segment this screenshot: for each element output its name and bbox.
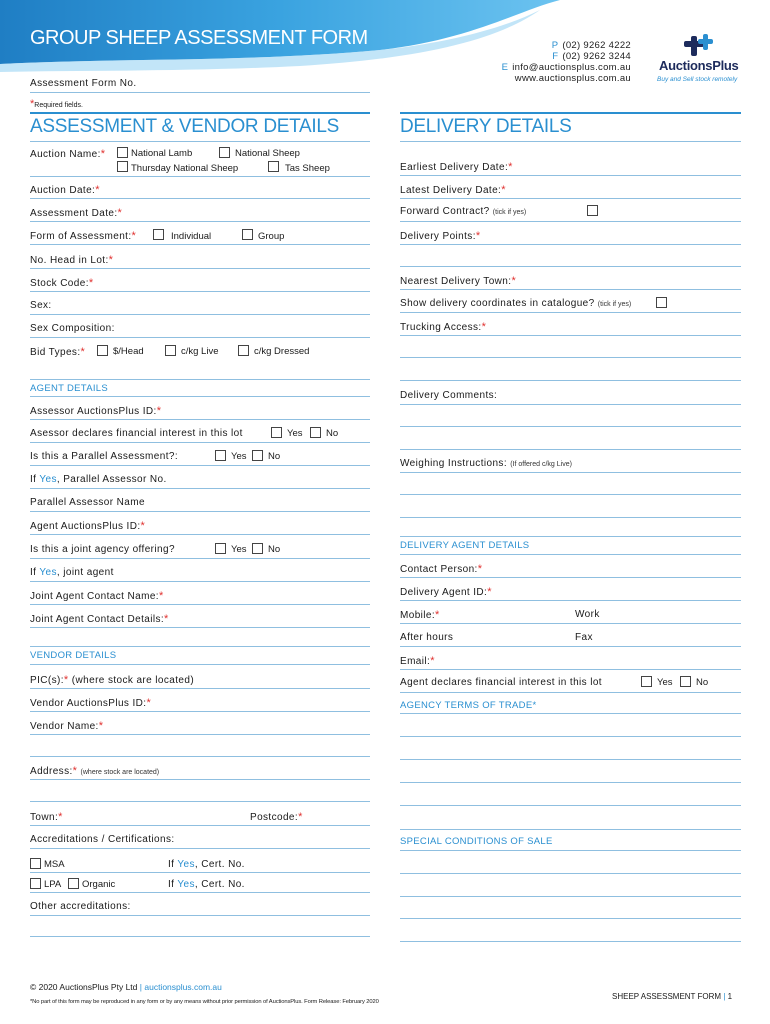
logo-name: AuctionsPlus: [659, 58, 739, 73]
national-sheep-label: National Sheep: [235, 148, 300, 159]
agent-heading-underline: [30, 396, 370, 397]
town-postcode-field[interactable]: [30, 825, 370, 826]
earliest-delivery-label: Earliest Delivery Date:*: [400, 161, 513, 173]
form-title: GROUP SHEEP ASSESSMENT FORM: [30, 27, 368, 49]
footer-form-name: [612, 992, 732, 1001]
organic-cert-label: [168, 879, 245, 890]
assessment-date-text: Assessment Date:: [30, 208, 118, 219]
trucking-access-text: Trucking Access:: [400, 322, 482, 333]
joint-rule: [30, 558, 370, 559]
agency-terms-field-3[interactable]: [400, 759, 741, 760]
required-note: [30, 98, 83, 110]
delivery-heading-underline: [400, 141, 741, 142]
yes-word-3: Yes: [177, 859, 195, 870]
yes-word-4: Yes: [177, 879, 195, 890]
joint-contact-name-label: Joint Agent Contact Name:*: [30, 590, 164, 602]
parallel-assessor-no-label: [30, 474, 167, 485]
delivery-heading-rule: [400, 112, 741, 114]
if-text-2: If: [30, 567, 37, 578]
vendor-id-label: Vendor AuctionsPlus ID:*: [30, 697, 152, 709]
trucking-access-field-2[interactable]: [400, 357, 741, 358]
joint-yes-checkbox[interactable]: [215, 543, 226, 554]
work-label: Work: [575, 609, 600, 620]
forward-contract-rule: [400, 221, 741, 222]
assessor-declares-no-checkbox[interactable]: [310, 427, 321, 438]
auction-date-text: Auction Date:: [30, 185, 96, 196]
vendor-name-field[interactable]: [30, 734, 370, 735]
postcode-label: Postcode:*: [250, 811, 303, 823]
per-head-label: $/Head: [113, 346, 144, 357]
address-note: (where stock are located): [80, 769, 160, 776]
auction-name-text: Auction Name:: [30, 149, 101, 160]
postcode-text: Postcode:: [250, 812, 299, 823]
msa-cert-label: [168, 859, 245, 870]
if-text-3: If: [168, 859, 175, 870]
contact-person-label: Contact Person:*: [400, 563, 483, 575]
agent-declares-no-checkbox[interactable]: [680, 676, 691, 687]
joint-no-checkbox[interactable]: [252, 543, 263, 554]
footer-form-name-text: SHEEP ASSESSMENT FORM: [612, 992, 722, 1001]
delivery-agent-heading: DELIVERY AGENT DETAILS: [400, 540, 530, 551]
assessor-id-field[interactable]: [30, 419, 370, 420]
agent-details-heading: AGENT DETAILS: [30, 383, 108, 394]
trucking-access-field-3[interactable]: [400, 380, 741, 381]
vendor-name-field-2[interactable]: [30, 756, 370, 757]
delivery-agent-heading-underline: [400, 554, 741, 555]
nearest-town-label: Nearest Delivery Town:*: [400, 275, 517, 287]
national-lamb-checkbox[interactable]: [117, 147, 128, 158]
delivery-agent-id-label: Delivery Agent ID:*: [400, 586, 492, 598]
assessor-id-label: Assessor AuctionsPlus ID:*: [30, 405, 162, 417]
special-conditions-field-2[interactable]: [400, 873, 741, 874]
special-conditions-field-1[interactable]: [400, 850, 741, 851]
bid-types-label: Bid Types:*: [30, 346, 86, 358]
auctionsplus-logo: [655, 32, 750, 87]
show-coords-note: (tick if yes): [597, 301, 632, 308]
agent-declares-rule: [400, 692, 741, 693]
parallel-assessor-no-field[interactable]: [30, 488, 370, 489]
show-coords-text: Show delivery coordinates in catalogue?: [400, 298, 595, 309]
other-accreditations-field[interactable]: [30, 915, 370, 916]
fax-label: Fax: [575, 632, 593, 643]
ckg-live-checkbox[interactable]: [165, 345, 176, 356]
pic-field[interactable]: [30, 688, 370, 689]
address-field[interactable]: [30, 779, 370, 780]
stock-code-label: Stock Code:*: [30, 277, 94, 289]
msa-label: MSA: [44, 859, 65, 870]
auction-name-label: Auction Name:*: [30, 148, 106, 160]
forward-contract-text: Forward Contract?: [400, 206, 490, 217]
individual-label: Individual: [171, 231, 212, 242]
joint-no-label: No: [268, 544, 281, 555]
mobile-work-field[interactable]: [400, 623, 741, 624]
accreditations-label: Accreditations / Certifications:: [30, 834, 175, 845]
joint-agent-field[interactable]: [30, 581, 370, 582]
footer-copyright: [30, 982, 222, 992]
assessor-declares-yes-label: Yes: [287, 428, 303, 439]
mobile-text: Mobile:: [400, 610, 436, 621]
joint-agent-label: [30, 567, 114, 578]
special-conditions-field-4[interactable]: [400, 918, 741, 919]
yes-word: Yes: [39, 474, 57, 485]
agent-id-text: Agent AuctionsPlus ID:: [30, 521, 141, 532]
vendor-name-text: Vendor Name:: [30, 721, 99, 732]
agency-terms-field-4[interactable]: [400, 782, 741, 783]
sex-composition-field[interactable]: [30, 337, 370, 338]
joint-contact-details-text: Joint Agent Contact Details:: [30, 614, 165, 625]
form-of-assessment-text: Form of Assessment:: [30, 231, 132, 242]
assessment-date-label: Assessment Date:*: [30, 207, 123, 219]
copyright-text: © 2020 AuctionsPlus Pty Ltd: [30, 982, 138, 992]
footer-disclaimer: *No part of this form may be reproduced in any form or by any means without prior permission of AuctionsPlus. Form Release: February 2020: [30, 999, 379, 1005]
town-label: Town:*: [30, 811, 63, 823]
organic-checkbox[interactable]: [68, 878, 79, 889]
special-conditions-field-5[interactable]: [400, 941, 741, 942]
agency-terms-field-1[interactable]: [400, 713, 741, 714]
joint-agent-suffix: , joint agent: [56, 567, 114, 578]
after-hours-fax-field[interactable]: [400, 646, 741, 647]
other-accreditations-field-2[interactable]: [30, 936, 370, 937]
delivery-agent-heading-rule: [400, 536, 741, 537]
earliest-delivery-field[interactable]: [400, 175, 741, 176]
national-lamb-label: National Lamb: [131, 148, 193, 159]
bid-types-text: Bid Types:: [30, 347, 81, 358]
trucking-access-field[interactable]: [400, 335, 741, 336]
ckg-dressed-checkbox[interactable]: [238, 345, 249, 356]
email-key: E: [501, 62, 509, 73]
email-label: Email:*: [400, 655, 435, 667]
agent-declares-yes-checkbox[interactable]: [641, 676, 652, 687]
other-accreditations-label: Other accreditations:: [30, 901, 131, 912]
page-number: 1: [727, 992, 733, 1001]
parallel-assessment-label: Is this a Parallel Assessment?:: [30, 451, 179, 462]
sex-label: Sex:: [30, 300, 52, 311]
parallel-no-label: No: [268, 451, 281, 462]
latest-delivery-text: Latest Delivery Date:: [400, 185, 502, 196]
agent-id-field[interactable]: [30, 534, 370, 535]
assessment-heading-underline: [30, 141, 370, 142]
assessment-heading-rule: [30, 112, 370, 114]
forward-contract-checkbox[interactable]: [587, 205, 598, 216]
fax-number: (02) 9262 3244: [562, 51, 631, 62]
weighing-field-2[interactable]: [400, 494, 741, 495]
fax-key: F: [552, 51, 559, 62]
accreditations-rule: [30, 848, 370, 849]
joint-contact-name-text: Joint Agent Contact Name:: [30, 591, 159, 602]
agent-declares-yes-label: Yes: [657, 677, 673, 688]
assessment-date-field[interactable]: [30, 221, 370, 222]
town-text: Town:: [30, 812, 59, 823]
delivery-agent-id-field[interactable]: [400, 600, 741, 601]
agency-terms-field-2[interactable]: [400, 736, 741, 737]
vendor-heading-rule: [30, 646, 370, 647]
required-note-text: Required fields.: [34, 102, 83, 109]
form-of-assessment-label: Form of Assessment:*: [30, 230, 137, 242]
auction-date-field[interactable]: [30, 198, 370, 199]
phone-key: P: [551, 40, 559, 51]
joint-yes-label: Yes: [231, 544, 247, 555]
delivery-points-text: Delivery Points:: [400, 231, 476, 242]
per-head-checkbox[interactable]: [97, 345, 108, 356]
vendor-details-heading: VENDOR DETAILS: [30, 650, 117, 661]
weighing-note: (If offered c/kg Live): [510, 461, 572, 468]
weighing-field-3[interactable]: [400, 517, 741, 518]
weighing-text: Weighing Instructions:: [400, 458, 507, 469]
assessor-declares-label: Asessor declares financial interest in this lot: [30, 428, 243, 439]
thursday-sheep-checkbox[interactable]: [117, 161, 128, 172]
agent-heading-rule: [30, 379, 370, 380]
parallel-yes-label: Yes: [231, 451, 247, 462]
nearest-town-text: Nearest Delivery Town:: [400, 276, 512, 287]
if-text: If: [30, 474, 37, 485]
earliest-delivery-text: Earliest Delivery Date:: [400, 162, 509, 173]
joint-contact-details-label: Joint Agent Contact Details:*: [30, 613, 169, 625]
parallel-no-suffix: , Parallel Assessor No.: [56, 474, 167, 485]
website-link[interactable]: www.auctionsplus.com.au: [514, 73, 631, 84]
ckg-live-label: c/kg Live: [181, 346, 219, 357]
logo-tagline: Buy and Sell stock remotely: [657, 76, 738, 83]
assessor-declares-yes-checkbox[interactable]: [271, 427, 282, 438]
logo-mark-icon: [681, 32, 721, 60]
agent-id-label: Agent AuctionsPlus ID:*: [30, 520, 146, 532]
assessment-form-no-field[interactable]: [30, 92, 370, 93]
email-link[interactable]: info@auctionsplus.com.au: [512, 62, 631, 73]
msa-checkbox[interactable]: [30, 858, 41, 869]
organic-label: Organic: [82, 879, 116, 890]
delivery-agent-id-text: Delivery Agent ID:: [400, 587, 488, 598]
show-coords-checkbox[interactable]: [656, 297, 667, 308]
assessment-form-no-label: Assessment Form No.: [30, 78, 137, 89]
parallel-assessor-name-label: Parallel Assessor Name: [30, 497, 145, 508]
parallel-assessor-name-field[interactable]: [30, 511, 370, 512]
cert-suffix-2: , Cert. No.: [194, 879, 245, 890]
phone-number: (02) 9262 4222: [562, 40, 631, 51]
auction-date-label: Auction Date:*: [30, 184, 100, 196]
delivery-comments-field-2[interactable]: [400, 426, 741, 427]
assessor-declares-rule: [30, 442, 370, 443]
parallel-no-checkbox[interactable]: [252, 450, 263, 461]
latest-delivery-label: Latest Delivery Date:*: [400, 184, 506, 196]
contact-info: [502, 40, 631, 84]
delivery-comments-label: Delivery Comments:: [400, 390, 498, 401]
show-coords-rule: [400, 312, 741, 313]
forward-contract-label: [400, 206, 526, 217]
address-text: Address:: [30, 766, 73, 777]
form-of-assessment-rule: [30, 244, 370, 245]
required-star: *: [30, 98, 35, 110]
vendor-heading-underline: [30, 664, 370, 665]
delivery-heading: DELIVERY DETAILS: [400, 116, 572, 137]
show-coords-label: [400, 298, 631, 309]
sex-composition-label: Sex Composition:: [30, 323, 115, 334]
organic-cert-field[interactable]: [30, 892, 370, 893]
stock-code-field[interactable]: [30, 291, 370, 292]
individual-checkbox[interactable]: [153, 229, 164, 240]
joint-contact-details-field[interactable]: [30, 627, 370, 628]
email-field[interactable]: [400, 669, 741, 670]
head-in-lot-label: No. Head in Lot:*: [30, 254, 114, 266]
special-conditions-rule: [400, 829, 741, 830]
email-text: Email:: [400, 656, 431, 667]
nearest-town-field[interactable]: [400, 289, 741, 290]
delivery-points-field[interactable]: [400, 244, 741, 245]
weighing-field[interactable]: [400, 472, 741, 473]
thursday-sheep-label: Thursday National Sheep: [131, 163, 239, 174]
tas-sheep-checkbox[interactable]: [268, 161, 279, 172]
vendor-id-text: Vendor AuctionsPlus ID:: [30, 698, 147, 709]
footer-site-link[interactable]: auctionsplus.com.au: [144, 982, 222, 992]
agent-declares-label: Agent declares financial interest in this lot: [400, 677, 602, 688]
pic-suffix: (where stock are located): [71, 675, 195, 686]
head-in-lot-text: No. Head in Lot:: [30, 255, 109, 266]
weighing-label: [400, 458, 572, 469]
yes-word-2: Yes: [39, 567, 57, 578]
forward-contract-note: (tick if yes): [492, 209, 527, 216]
delivery-points-field-2[interactable]: [400, 266, 741, 267]
parallel-rule: [30, 465, 370, 466]
delivery-comments-field-3[interactable]: [400, 449, 741, 450]
pic-text: PIC(s):: [30, 675, 64, 686]
ckg-dressed-label: c/kg Dressed: [254, 346, 310, 357]
assessor-id-text: Assessor AuctionsPlus ID:: [30, 406, 157, 417]
delivery-points-label: Delivery Points:*: [400, 230, 481, 242]
national-sheep-checkbox[interactable]: [219, 147, 230, 158]
lpa-label: LPA: [44, 879, 62, 890]
lpa-checkbox[interactable]: [30, 878, 41, 889]
stock-code-text: Stock Code:: [30, 278, 89, 289]
address-field-2[interactable]: [30, 801, 370, 802]
agent-declares-no-label: No: [696, 677, 709, 688]
group-checkbox[interactable]: [242, 229, 253, 240]
pic-label: PIC(s):* (where stock are located): [30, 674, 195, 686]
if-text-4: If: [168, 879, 175, 890]
contact-person-text: Contact Person:: [400, 564, 478, 575]
auction-name-rule: [30, 176, 370, 177]
vendor-id-field[interactable]: [30, 711, 370, 712]
assessor-declares-no-label: No: [326, 428, 339, 439]
latest-delivery-field[interactable]: [400, 198, 741, 199]
joint-agency-label: Is this a joint agency offering?: [30, 544, 175, 555]
special-conditions-heading: SPECIAL CONDITIONS OF SALE: [400, 836, 553, 847]
head-in-lot-field[interactable]: [30, 268, 370, 269]
parallel-yes-checkbox[interactable]: [215, 450, 226, 461]
assessment-heading: ASSESSMENT & VENDOR DETAILS: [30, 116, 339, 137]
cert-suffix: , Cert. No.: [194, 859, 245, 870]
joint-contact-name-field[interactable]: [30, 604, 370, 605]
address-label: Address:* (where stock are located): [30, 765, 160, 777]
page-separator: |: [723, 992, 726, 1001]
after-hours-label: After hours: [400, 632, 454, 643]
delivery-comments-field[interactable]: [400, 404, 741, 405]
sex-field[interactable]: [30, 314, 370, 315]
special-conditions-field-3[interactable]: [400, 896, 741, 897]
trucking-access-label: Trucking Access:*: [400, 321, 487, 333]
copyright-separator: |: [139, 982, 142, 992]
msa-cert-field[interactable]: [30, 872, 370, 873]
agency-terms-field-5[interactable]: [400, 805, 741, 806]
contact-person-field[interactable]: [400, 577, 741, 578]
tas-sheep-label: Tas Sheep: [285, 163, 330, 174]
mobile-label: Mobile:*: [400, 609, 440, 621]
group-label: Group: [258, 231, 285, 242]
agency-terms-heading: AGENCY TERMS OF TRADE*: [400, 700, 537, 711]
vendor-name-label: Vendor Name:*: [30, 720, 104, 732]
